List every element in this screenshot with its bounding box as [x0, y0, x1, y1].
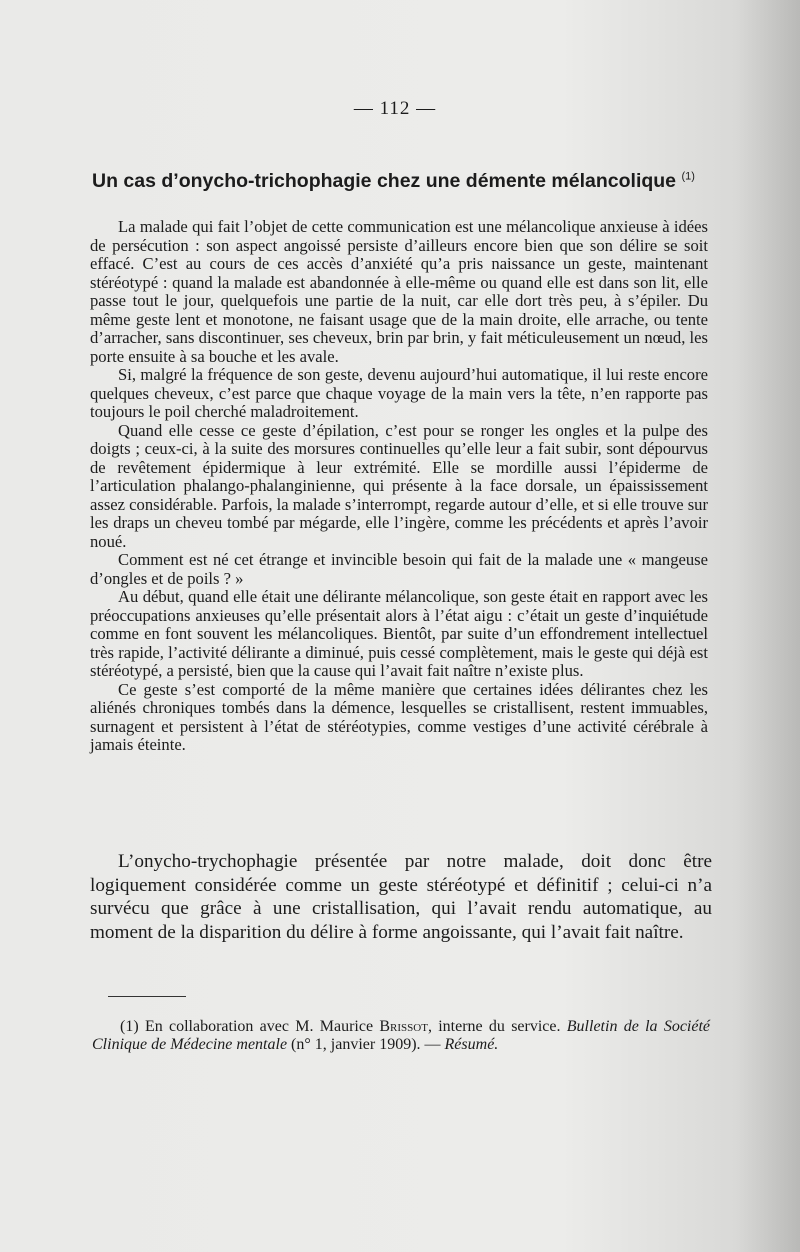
- page-number: — 112 —: [353, 98, 437, 119]
- footnote-reference: (1): [681, 170, 695, 183]
- footnote-marker: (1): [120, 1018, 139, 1035]
- article-body: [90, 218, 708, 755]
- article-title-text: Un cas d’onycho-trichophagie chez une démente mélancolique: [92, 170, 677, 192]
- paragraph: La malade qui fait l’objet de cette communication est une mélancolique anxieuse à idées de persécution : son aspect angoissé persiste d’ailleurs encore bien que son délire se soit effacé. C’est au cours de ces accès d’anxiété qu’a pris naissance un geste, maintenant stéréotypé : quand la malade est abandonnée à elle-même ou quand elle est dans son lit, elle passe tout le jour, quelquefois une partie de la nuit, car elle dort très peu, à s’épiler. Du même geste lent et monotone, ne faisant usage que de la main droite, elle arrache, ou tente d’arracher, sans discontinuer, ses cheveux, brin par brin, y fait méticuleusement un nœud, les porte ensuite à sa bouche et les avale.: [90, 217, 708, 366]
- article-title: [92, 170, 732, 193]
- conclusion-paragraph: L’onycho-trychophagie présentée par notre malade, doit donc être logiquement considérée comme un geste stéréotypé et définitif ; celui-ci n’a survécu que grâce à une cristallisation, qui l’avait rendu automatique, au moment de la disparition du délire à forme angoissante, qui l’avait fait naître.: [90, 851, 712, 943]
- footnote-text: (n° 1, janvier 1909). —: [291, 1036, 441, 1053]
- paragraph: Quand elle cesse ce geste d’épilation, c’est pour se ronger les ongles et la pulpe des doigts ; ceux-ci, à la suite des morsures continuelles qu’elle leur a fait subir, sont dépourvus de revêtement épidermique à leur extrémité. Elle se mordille aussi l’épiderme de l’articulation phalango-phalanginienne, qui présente à la face dorsale, un épaississement assez considérable. Parfois, la malade s’interrompt, regarde autour d’elle, et si elle trouve sur les draps un cheveu tombé par mégarde, elle l’ingère, comme les précédents et après l’avoir noué.: [90, 420, 708, 551]
- footnote-text: , interne du service.: [427, 1018, 561, 1035]
- footnote: [92, 1018, 710, 1054]
- footnote-resume: Résumé.: [444, 1036, 499, 1053]
- footnote-text: En collaboration avec M. Maurice: [144, 1018, 374, 1035]
- paragraph: Si, malgré la fréquence de son geste, devenu aujourd’hui automatique, il lui reste encore quelques cheveux, c’est parce que chaque voyage de la main vers la tête, n’en rapporte pas toujours le poil cherché maladroitement.: [90, 365, 708, 421]
- footnote-divider: [108, 996, 186, 997]
- paragraph: Comment est né cet étrange et invincible besoin qui fait de la malade une « mangeuse d’ongles et de poils ? »: [90, 550, 708, 588]
- paragraph: Au début, quand elle était une délirante mélancolique, son geste était en rapport avec les préoccupations anxieuses qu’elle présentait alors à l’état aigu : c’était un geste d’inquiétude comme en font souvent les mélancoliques. Bientôt, par suite d’un effondrement intellectuel très rapide, l’activité délirante a diminué, puis cessé complètement, mais le geste qui déjà est stéréotypé, a persisté, bien que la cause qui l’avait fait naître n’existe plus.: [90, 587, 708, 680]
- paragraph: Ce geste s’est comporté de la même manière que certaines idées délirantes chez les aliénés chroniques tombés dans la démence, lesquelles se cristallisent, restent immuables, surnagent et persistent à l’état de stéréotypies, comme vestiges d’une activité cérébrale à jamais éteinte.: [90, 679, 708, 754]
- footnote-journal: Bulletin de la Société Clinique de Médecine mentale: [92, 1018, 711, 1053]
- footnote-author: Brissot: [379, 1018, 428, 1035]
